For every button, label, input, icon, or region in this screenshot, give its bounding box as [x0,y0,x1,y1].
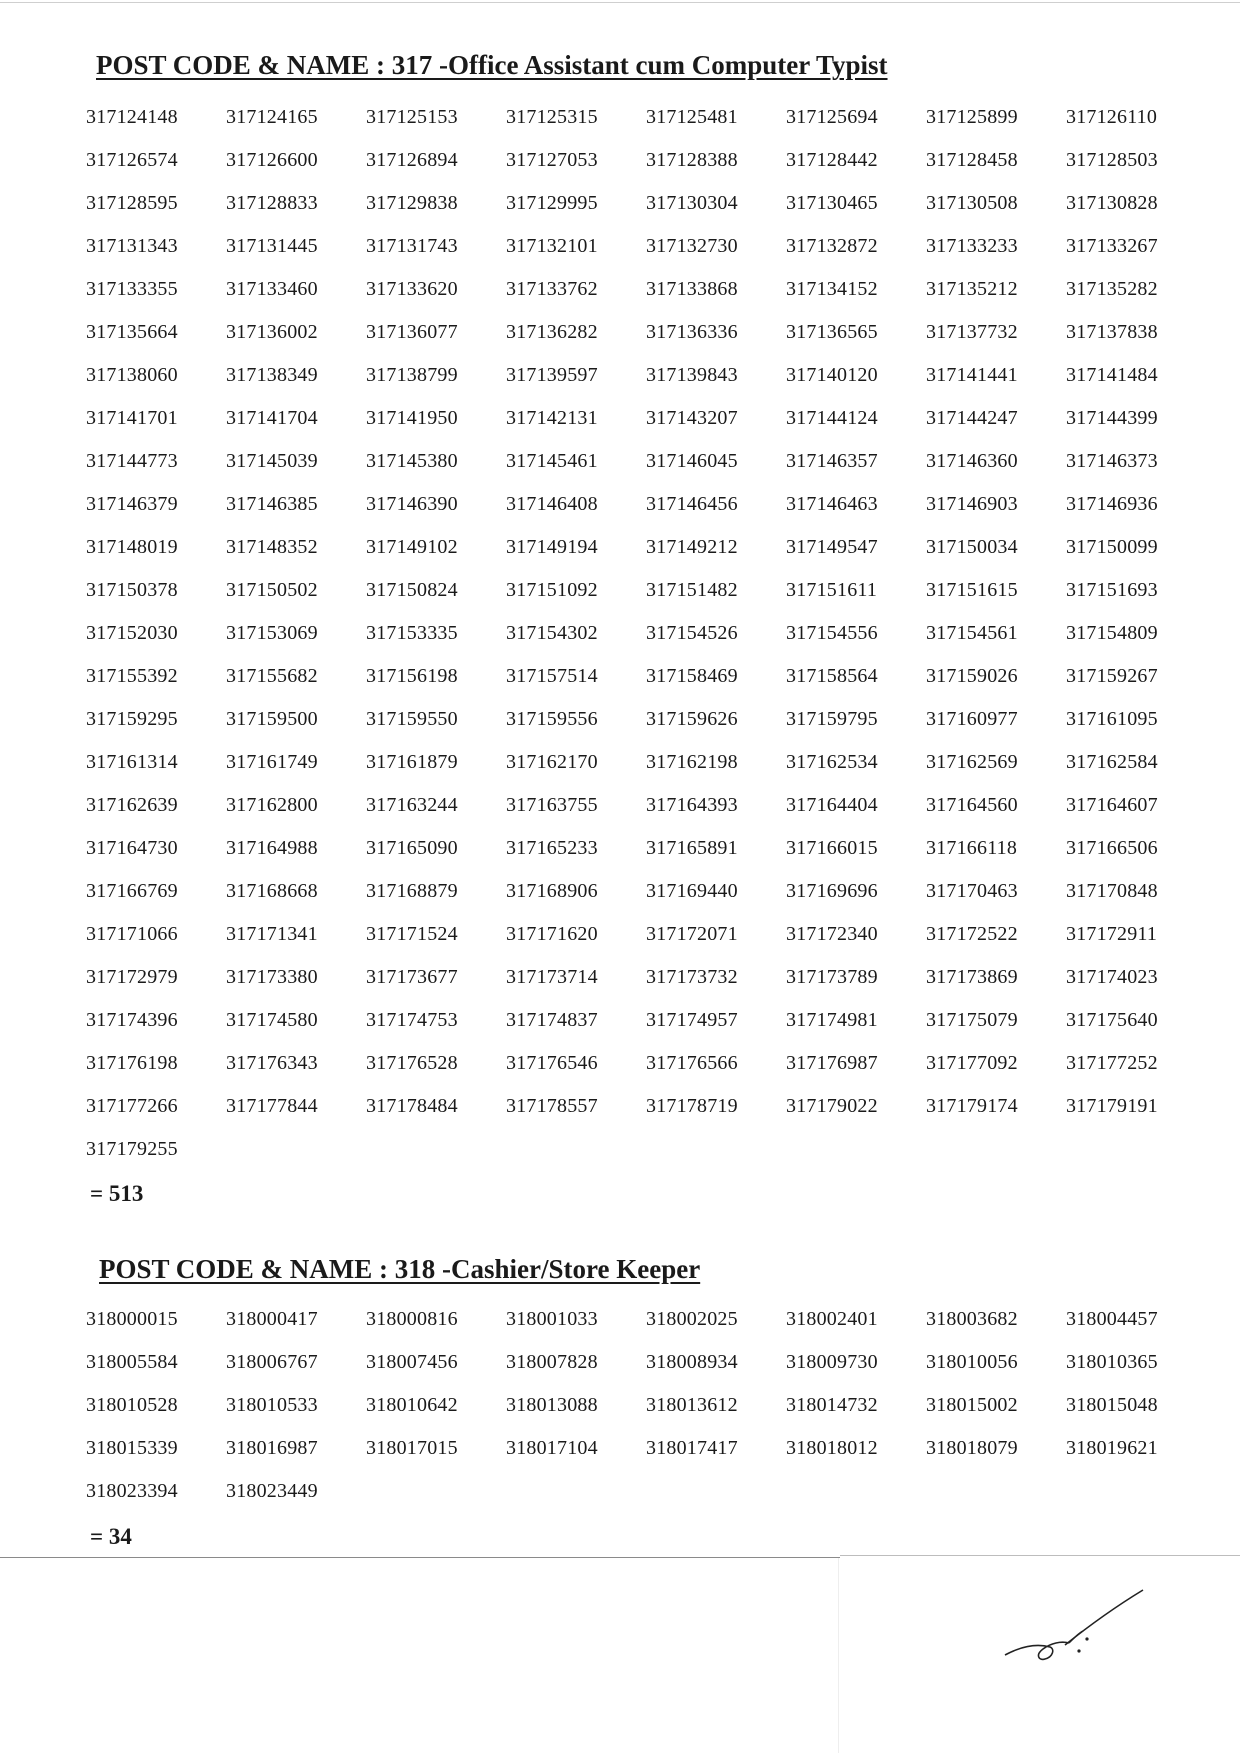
roll-number-cell: 317172979 [86,966,178,988]
roll-number-cell: 317178484 [366,1095,458,1117]
roll-number-cell: 317151693 [1066,579,1158,601]
roll-number-cell: 317141950 [366,407,458,429]
roll-number-cell: 317133267 [1066,235,1158,257]
roll-number-cell: 318010365 [1066,1351,1158,1373]
roll-number-cell: 317131343 [86,235,178,257]
roll-number-cell: 317151092 [506,579,598,601]
roll-number-cell: 317163244 [366,794,458,816]
roll-number-cell: 317138060 [86,364,178,386]
roll-number-cell: 318017104 [506,1437,598,1459]
page-divider [0,1557,840,1558]
roll-number-cell: 317159295 [86,708,178,730]
roll-number-cell: 317126894 [366,149,458,171]
section-title: POST CODE & NAME : 318 -Cashier/Store Keeper [99,1254,701,1284]
roll-number-cell: 317170848 [1066,880,1158,902]
roll-number-cell: 317133620 [366,278,458,300]
roll-number-cell: 317162639 [86,794,178,816]
roll-number-cell: 317144247 [926,407,1018,429]
roll-number-cell: 317133762 [506,278,598,300]
roll-number-cell: 318015002 [926,1394,1018,1416]
roll-number-cell: 317135282 [1066,278,1158,300]
roll-number-cell: 317152030 [86,622,178,644]
roll-number-cell: 317159500 [226,708,318,730]
roll-number-cell: 317133460 [226,278,318,300]
roll-number-cell: 317176987 [786,1052,878,1074]
roll-number-cell: 317128595 [86,192,178,214]
roll-number-cell: 317144773 [86,450,178,472]
roll-number-cell: 317173732 [646,966,738,988]
roll-number-cell: 317146903 [926,493,1018,515]
roll-number-cell: 317141484 [1066,364,1158,386]
roll-number-cell: 317159556 [506,708,598,730]
roll-number-cell: 317142131 [506,407,598,429]
roll-number-cell: 318009730 [786,1351,878,1373]
roll-number-cell: 317166769 [86,880,178,902]
roll-number-cell: 317149102 [366,536,458,558]
roll-number-cell: 317164607 [1066,794,1158,816]
roll-number-cell: 317171066 [86,923,178,945]
roll-number-cell: 317132872 [786,235,878,257]
roll-number-cell: 317151482 [646,579,738,601]
roll-number-cell: 317125481 [646,106,738,128]
roll-number-cell: 317169440 [646,880,738,902]
roll-number-cell: 317161095 [1066,708,1158,730]
roll-number-cell: 317172340 [786,923,878,945]
roll-number-cell: 317149212 [646,536,738,558]
roll-number-cell: 317136002 [226,321,318,343]
roll-number-cell: 317171620 [506,923,598,945]
roll-number-cell: 317162534 [786,751,878,773]
scan-fold-mark [838,1558,839,1753]
roll-number-cell: 317139843 [646,364,738,386]
roll-number-cell: 317176566 [646,1052,738,1074]
roll-number-cell: 318023394 [86,1480,178,1502]
roll-number-cell: 317136336 [646,321,738,343]
roll-number-cell: 317176528 [366,1052,458,1074]
roll-number-cell: 317162170 [506,751,598,773]
roll-number-cell: 317166118 [926,837,1018,859]
roll-number-cell: 317179191 [1066,1095,1158,1117]
roll-number-cell: 318005584 [86,1351,178,1373]
roll-number-cell: 317135664 [86,321,178,343]
roll-number-cell: 317172911 [1066,923,1158,945]
roll-number-cell: 317160977 [926,708,1018,730]
roll-number-cell: 317126110 [1066,106,1158,128]
roll-number-cell: 317130508 [926,192,1018,214]
roll-number-cell: 317126574 [86,149,178,171]
section-title: POST CODE & NAME : 317 -Office Assistant cum Computer Typist [96,50,888,80]
roll-number-cell: 317162800 [226,794,318,816]
roll-number-cell: 317125694 [786,106,878,128]
roll-number-cell: 317174981 [786,1009,878,1031]
roll-number-cell: 317175640 [1066,1009,1158,1031]
roll-number-cell: 317154302 [506,622,598,644]
roll-number-cell: 317143207 [646,407,738,429]
roll-number-cell: 317178719 [646,1095,738,1117]
roll-number-cell: 317133233 [926,235,1018,257]
roll-number-cell: 317164393 [646,794,738,816]
roll-number-cell: 317158564 [786,665,878,687]
roll-number-cell: 317161879 [366,751,458,773]
roll-number-cell: 318008934 [646,1351,738,1373]
roll-number-cell: 317166015 [786,837,878,859]
roll-number-cell: 317129995 [506,192,598,214]
roll-number-cell: 317145380 [366,450,458,472]
roll-number-cell: 317176198 [86,1052,178,1074]
roll-number-cell: 317165090 [366,837,458,859]
roll-number-cell: 318004457 [1066,1308,1158,1330]
roll-number-cell: 317162569 [926,751,1018,773]
roll-number-cell: 317146463 [786,493,878,515]
roll-number-cell: 317179022 [786,1095,878,1117]
roll-number-cell: 317151611 [786,579,878,601]
roll-number-cell: 318010056 [926,1351,1018,1373]
roll-number-cell: 317159795 [786,708,878,730]
roll-number-cell: 317171524 [366,923,458,945]
roll-number-cell: 317146373 [1066,450,1158,472]
roll-number-cell: 317150502 [226,579,318,601]
roll-number-cell: 318023449 [226,1480,318,1502]
roll-number-cell: 317154556 [786,622,878,644]
roll-number-cell: 317136565 [786,321,878,343]
roll-number-cell: 317128503 [1066,149,1158,171]
roll-number-cell: 317128833 [226,192,318,214]
roll-number-cell: 318010533 [226,1394,318,1416]
roll-number-cell: 317130465 [786,192,878,214]
roll-number-cell: 317178557 [506,1095,598,1117]
roll-number-cell: 318016987 [226,1437,318,1459]
roll-number-cell: 317176343 [226,1052,318,1074]
roll-number-cell: 317150099 [1066,536,1158,558]
roll-number-cell: 318017015 [366,1437,458,1459]
roll-number-cell: 318010642 [366,1394,458,1416]
roll-number-cell: 317173714 [506,966,598,988]
roll-number-cell: 317138799 [366,364,458,386]
roll-number-cell: 317153069 [226,622,318,644]
roll-number-cell: 317130828 [1066,192,1158,214]
roll-number-cell: 317137732 [926,321,1018,343]
roll-number-cell: 317170463 [926,880,1018,902]
roll-number-cell: 317138349 [226,364,318,386]
roll-number-cell: 317144124 [786,407,878,429]
roll-number-cell: 317124165 [226,106,318,128]
roll-number-cell: 317133355 [86,278,178,300]
roll-number-cell: 317168668 [226,880,318,902]
roll-number-cell: 317144399 [1066,407,1158,429]
roll-number-cell: 317150824 [366,579,458,601]
roll-number-cell: 317177844 [226,1095,318,1117]
roll-number-cell: 317159626 [646,708,738,730]
roll-number-cell: 317165233 [506,837,598,859]
roll-number-cell: 317155392 [86,665,178,687]
roll-number-cell: 317146385 [226,493,318,515]
roll-number-cell: 317145461 [506,450,598,472]
roll-number-cell: 317131743 [366,235,458,257]
roll-number-cell: 317168879 [366,880,458,902]
roll-number-cell: 317136282 [506,321,598,343]
roll-number-cell: 318002401 [786,1308,878,1330]
roll-number-cell: 317146456 [646,493,738,515]
roll-number-cell: 317140120 [786,364,878,386]
roll-number-cell: 317125153 [366,106,458,128]
roll-number-cell: 317169696 [786,880,878,902]
roll-number-cell: 317179174 [926,1095,1018,1117]
roll-number-cell: 317156198 [366,665,458,687]
roll-number-cell: 317141441 [926,364,1018,386]
roll-number-cell: 317154526 [646,622,738,644]
roll-number-cell: 318006767 [226,1351,318,1373]
roll-number-cell: 317174753 [366,1009,458,1031]
roll-number-cell: 318002025 [646,1308,738,1330]
roll-number-cell: 317177266 [86,1095,178,1117]
roll-number-cell: 317174023 [1066,966,1158,988]
roll-number-cell: 317149547 [786,536,878,558]
roll-number-cell: 317150034 [926,536,1018,558]
roll-number-cell: 317133868 [646,278,738,300]
roll-number-cell: 317137838 [1066,321,1158,343]
roll-number-cell: 318013088 [506,1394,598,1416]
roll-number-cell: 317174580 [226,1009,318,1031]
roll-number-cell: 317124148 [86,106,178,128]
roll-number-cell: 317135212 [926,278,1018,300]
roll-number-cell: 317174957 [646,1009,738,1031]
roll-number-cell: 317177252 [1066,1052,1158,1074]
roll-number-cell: 318000816 [366,1308,458,1330]
roll-number-cell: 317175079 [926,1009,1018,1031]
roll-number-cell: 317128458 [926,149,1018,171]
roll-number-cell: 317127053 [506,149,598,171]
page-top-edge [0,2,1240,3]
roll-number-cell: 317161749 [226,751,318,773]
roll-number-cell: 317157514 [506,665,598,687]
roll-number-cell: 318018012 [786,1437,878,1459]
roll-number-cell: 317164404 [786,794,878,816]
roll-number-cell: 317129838 [366,192,458,214]
roll-number-cell: 317164560 [926,794,1018,816]
roll-number-cell: 317155682 [226,665,318,687]
roll-number-cell: 318013612 [646,1394,738,1416]
roll-number-cell: 317177092 [926,1052,1018,1074]
roll-number-cell: 317139597 [506,364,598,386]
roll-number-cell: 318014732 [786,1394,878,1416]
roll-number-cell: 317159267 [1066,665,1158,687]
roll-number-cell: 317151615 [926,579,1018,601]
roll-number-cell: 317145039 [226,450,318,472]
roll-number-cell: 317130304 [646,192,738,214]
roll-number-cell: 317148019 [86,536,178,558]
roll-number-cell: 317153335 [366,622,458,644]
roll-number-cell: 317154809 [1066,622,1158,644]
roll-number-grid [86,1298,1206,1513]
roll-number-cell: 317173380 [226,966,318,988]
roll-number-cell: 318010528 [86,1394,178,1416]
roll-number-cell: 317136077 [366,321,458,343]
roll-number-cell: 317172522 [926,923,1018,945]
roll-number-cell: 317165891 [646,837,738,859]
roll-number-cell: 317162584 [1066,751,1158,773]
roll-number-cell: 317173789 [786,966,878,988]
roll-number-cell: 317176546 [506,1052,598,1074]
roll-number-cell: 317166506 [1066,837,1158,859]
roll-number-cell: 317163755 [506,794,598,816]
section-total: = 513 [90,1181,144,1206]
roll-number-cell: 318017417 [646,1437,738,1459]
roll-number-cell: 317172071 [646,923,738,945]
roll-number-cell: 318000015 [86,1308,178,1330]
roll-number-cell: 318007828 [506,1351,598,1373]
roll-number-cell: 317141701 [86,407,178,429]
roll-number-cell: 317173677 [366,966,458,988]
roll-number-cell: 317174396 [86,1009,178,1031]
roll-number-cell: 318000417 [226,1308,318,1330]
roll-number-cell: 317179255 [86,1138,178,1160]
roll-number-cell: 317148352 [226,536,318,558]
roll-number-cell: 317168906 [506,880,598,902]
roll-number-cell: 317131445 [226,235,318,257]
roll-number-cell: 318001033 [506,1308,598,1330]
signature-icon [995,1585,1145,1675]
roll-number-cell: 317126600 [226,149,318,171]
roll-number-cell: 317159550 [366,708,458,730]
roll-number-cell: 317171341 [226,923,318,945]
roll-number-cell: 317164988 [226,837,318,859]
roll-number-cell: 318015339 [86,1437,178,1459]
roll-number-cell: 318007456 [366,1351,458,1373]
roll-number-cell: 317158469 [646,665,738,687]
roll-number-cell: 317146360 [926,450,1018,472]
roll-number-cell: 317132101 [506,235,598,257]
roll-number-cell: 317159026 [926,665,1018,687]
roll-number-cell: 317173869 [926,966,1018,988]
roll-number-cell: 318015048 [1066,1394,1158,1416]
roll-number-cell: 317128442 [786,149,878,171]
roll-number-cell: 317149194 [506,536,598,558]
roll-number-cell: 318018079 [926,1437,1018,1459]
roll-number-cell: 317125899 [926,106,1018,128]
roll-number-cell: 317141704 [226,407,318,429]
roll-number-cell: 317150378 [86,579,178,601]
roll-number-cell: 317146390 [366,493,458,515]
roll-number-cell: 317164730 [86,837,178,859]
roll-number-cell: 317125315 [506,106,598,128]
roll-number-cell: 317146045 [646,450,738,472]
roll-number-cell: 318019621 [1066,1437,1158,1459]
roll-number-cell: 317161314 [86,751,178,773]
roll-number-cell: 317128388 [646,149,738,171]
roll-number-cell: 318003682 [926,1308,1018,1330]
roll-number-cell: 317146357 [786,450,878,472]
roll-number-cell: 317146936 [1066,493,1158,515]
roll-number-cell: 317146408 [506,493,598,515]
roll-number-grid [86,96,1206,1171]
roll-number-cell: 317162198 [646,751,738,773]
roll-number-cell: 317174837 [506,1009,598,1031]
roll-number-cell: 317132730 [646,235,738,257]
roll-number-cell: 317134152 [786,278,878,300]
roll-number-cell: 317146379 [86,493,178,515]
page-divider [840,1555,1240,1556]
section-total: = 34 [90,1524,132,1549]
roll-number-cell: 317154561 [926,622,1018,644]
